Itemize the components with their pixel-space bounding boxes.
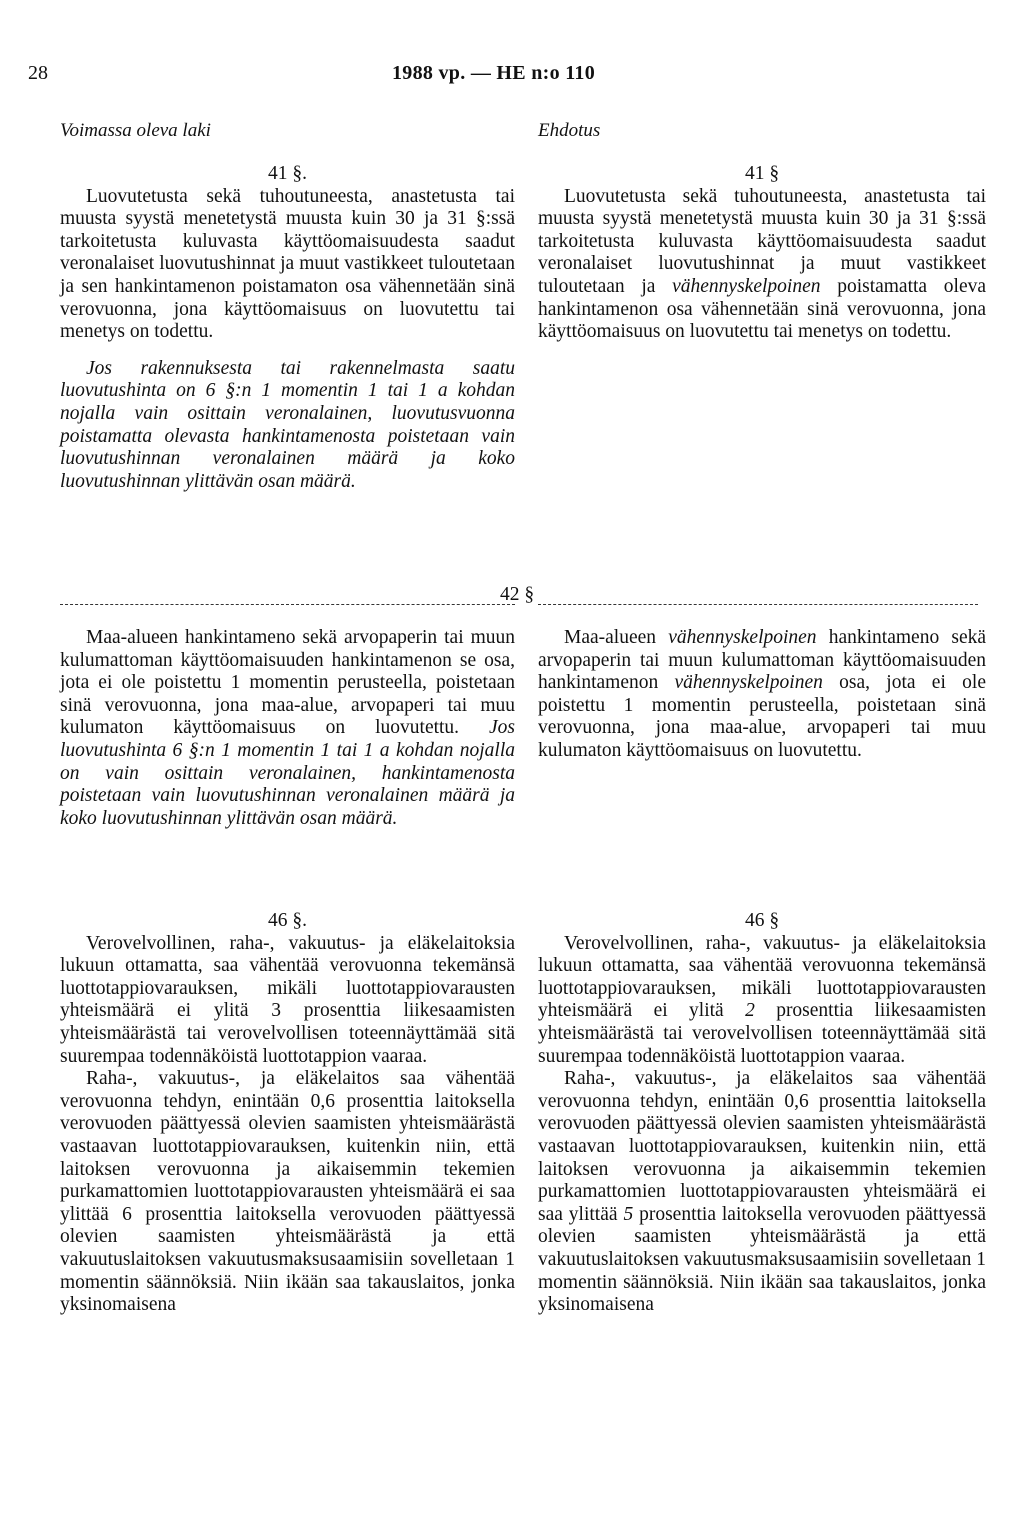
right-section-42 (538, 627, 986, 763)
paragraph (538, 933, 986, 1069)
omission-divider (538, 604, 978, 605)
text-run: Luovutetusta sekä tuhoutuneesta, anastetusta tai muusta syystä menetetystä muusta kuin 30 ja 31 §:ssä tarkoitetusta kuluvasta käyttöomaisuudesta saadut veronalaiset luovutushinnat ja muut vastikkeet tuloutetaan ja (538, 185, 986, 297)
section-42-heading: 42 § (500, 584, 535, 605)
section-heading: 46 § (744, 910, 780, 931)
text-run-italic: Jos luovutushinta 6 §:n 1 momentin 1 tai 1 a kohdan nojalla on vain osittain veronalainen, hankintamenosta poistetaan vain luovutushinnan veronalainen määrä ja koko luovutushinnan ylittävän osan määrä. (60, 717, 515, 829)
omission-divider (60, 604, 515, 605)
text-run: Maa-alueen hankintameno sekä arvopaperin tai muun kulumattoman käyttöomaisuuden hankintamenon se osa, jota ei ole poistettu 1 momentin perusteella, poistetaan sinä verovuonna, jona maa-alue, arvopaperi tai muu kulumaton käyttöomaisuus on luovutettu. (60, 627, 515, 739)
paragraph (60, 627, 515, 830)
right-section-46 (538, 910, 986, 1317)
right-section-41 (538, 163, 986, 344)
left-section-41 (60, 163, 515, 493)
text-run-italic: 2 (745, 1000, 755, 1022)
text-run-italic: vähennyskelpoinen (674, 672, 823, 694)
left-section-46 (60, 910, 515, 1317)
section-heading: 46 §. (268, 910, 307, 931)
paragraph (538, 186, 986, 344)
page-number: 28 (28, 62, 48, 84)
paragraph: Luovutetusta sekä tuhoutuneesta, anastetusta tai muusta syystä menetetystä muusta kuin 30 ja 31 §:ssä tarkoitetusta kuluvasta käyttöomaisuudesta saadut veronalaiset luovutushinnat ja muut vastikkeet tuloutetaan ja sen hankintamenon poistamaton osa vähennetään sinä verovuonna, jona käyttöomaisuus on luovutettu tai menetys on todettu. (60, 185, 515, 343)
document-title: 1988 vp. — HE n:o 110 (392, 62, 595, 84)
paragraph (538, 627, 986, 763)
right-column-heading: Ehdotus (538, 120, 601, 141)
section-heading: 41 § (744, 163, 780, 184)
paragraph: Raha-, vakuutus-, ja eläkelaitos saa vähentää verovuonna tehdyn, enintään 0,6 prosenttia laitoksella verovuoden päättyessä olevien saamisten yhteismäärästä vastaavan luottotappiovarauksen, kuitenkin niin, että laitoksen verovuonna ja aikaisemmin tekemien purkamattomien luottotappiovarausten yhteismäärä ei saa ylittää 6 prosenttia laitoksella verovuoden päättyessä olevien saamisten yhteismäärästä ja että vakuutuslaitoksen vakuutusmaksusaamisiin sovelletaan 1 momentin säännöksiä. Niin ikään saa takauslaitos, jonka yksinomaisena (60, 1068, 515, 1316)
text-run: osa, jota ei ole poistettu 1 momentin perusteella, poistetaan sinä verovuonna, jona maa-alue, arvopaperi tai muu kulumaton käyttöomaisuus on luovutettu. (538, 672, 986, 761)
text-run-italic: vähennyskelpoinen (668, 627, 817, 648)
text-run: Verovelvollinen, raha-, vakuutus- ja eläkelaitoksia lukuun ottamatta, saa vähentää verovuonna tekemänsä luottotappiovarauksen, mikäli luottotappiovarausten yhteismäärä ei ylitä (538, 932, 986, 1022)
paragraph: Verovelvollinen, raha-, vakuutus- ja eläkelaitoksia lukuun ottamatta, saa vähentää verovuonna tekemänsä luottotappiovarauksen, mikäli luottotappiovarausten yhteismäärä ei ylitä 3 prosenttia liikesaamisten yhteismäärästä tai verovelvollisen toteennäyttämää sitä suurempaa todennäköistä luottotappion vaaraa. (60, 932, 515, 1067)
section-heading: 41 §. (268, 163, 307, 184)
text-run: poistamatta oleva hankintamenon osa vähennetään sinä verovuonna, jona käyttöomaisuus on luovutettu tai menetys on todettu. (538, 275, 987, 343)
text-run-italic: 5 (623, 1203, 634, 1225)
paragraph (538, 1068, 986, 1317)
text-run-italic: vähennyskelpoinen (672, 275, 821, 297)
text-run: prosenttia liikesaamisten yhteismäärästä tai verovelvollisen toteennäyttämää sitä suurempaa todennäköistä luottotappion vaaraa. (538, 1000, 987, 1067)
paragraph: Jos rakennuksesta tai rakennelmasta saatu luovutushinta on 6 §:n 1 momentin 1 tai 1 a kohdan nojalla vain osittain veronalainen, luovutusvuonna poistamatta olevasta hankintamenosta poistetaan vain luovutushinnan veronalainen määrä ja koko luovutushinnan ylittävän osan määrä. (60, 357, 515, 492)
text-run: prosenttia laitoksella verovuoden päättyessä olevien saamisten yhteismäärästä ja että vakuutuslaitoksen vakuutusmaksusaamisiin sovelletaan 1 momentin säännöksiä. Niin ikään saa takauslaitos, jonka yksinomaisena (538, 1203, 987, 1316)
text-run: hankintameno sekä arvopaperin tai muun kulumattoman käyttöomaisuuden hankintamenon (538, 627, 987, 694)
left-section-42 (60, 627, 515, 830)
text-run: Raha-, vakuutus-, ja eläkelaitos saa vähentää verovuonna tehdyn, enintään 0,6 prosenttia laitoksella verovuoden päättyessä olevien saamisten yhteismäärästä vastaavan luottotappiovarauksen, kuitenkin niin, että laitoksen verovuonna ja aikaisemmin tekemien purkamattomien luottotappiovarausten yhteismäärä ei saa ylittää (538, 1068, 986, 1225)
left-column-heading: Voimassa oleva laki (60, 120, 211, 141)
text-run: Maa-alueen (564, 627, 657, 648)
